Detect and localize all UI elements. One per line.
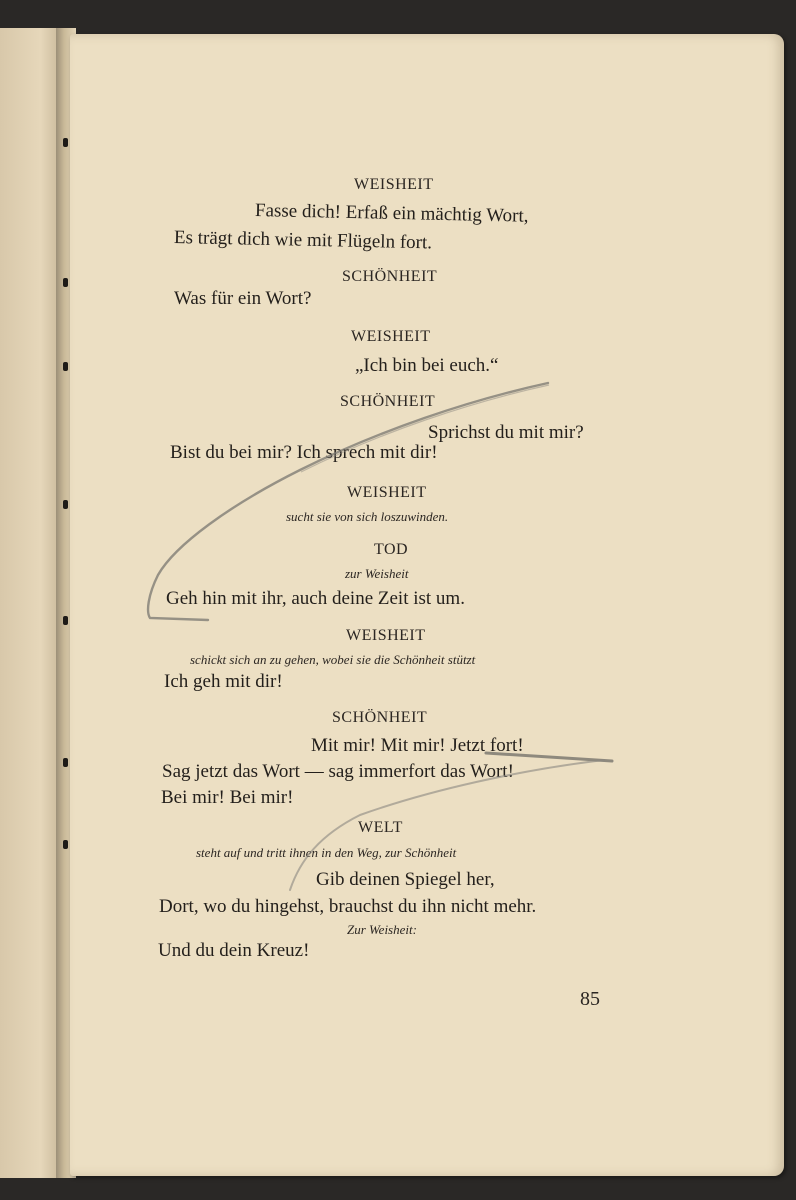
verse-line: Und du dein Kreuz! (158, 940, 310, 961)
speaker-schoenheit: SCHÖNHEIT (332, 709, 428, 726)
verse-line: „Ich bin bei euch.“ (355, 355, 499, 376)
verse-line: Mit mir! Mit mir! Jetzt fort! (311, 735, 524, 756)
binding-stitch (63, 278, 68, 287)
verse-line: Bei mir! Bei mir! (161, 787, 294, 808)
verse-line: Geh hin mit ihr, auch deine Zeit ist um. (166, 588, 465, 609)
verse-line: Es trägt dich wie mit Flügeln fort. (173, 227, 433, 254)
speaker-weisheit: WEISHEIT (351, 328, 431, 345)
stage-direction: sucht sie von sich loszuwinden. (286, 509, 449, 524)
speaker-weisheit: WEISHEIT (346, 627, 426, 644)
verse-line: Dort, wo du hingehst, brauchst du ihn nicht mehr. (159, 896, 537, 917)
verse-line: Gib deinen Spiegel her, (316, 869, 495, 890)
left-page-edge (0, 28, 59, 1178)
binding-stitch (63, 840, 68, 849)
binding-stitch (63, 138, 68, 147)
binding-stitch (63, 616, 68, 625)
stage-direction: steht auf und tritt ihnen in den Weg, zur Schönheit (196, 845, 457, 860)
verse-line: Sprichst du mit mir? (428, 422, 584, 443)
verse-line: Bist du bei mir? Ich sprech mit dir! (170, 442, 438, 463)
speaker-weisheit: WEISHEIT (347, 484, 427, 501)
page-number: 85 (580, 988, 600, 1010)
binding-stitch (63, 758, 68, 767)
verse-line: Fasse dich! Erfaß ein mächtig Wort, (254, 200, 529, 227)
binding-stitch (63, 362, 68, 371)
binding-stitch (63, 500, 68, 509)
stage-direction: zur Weisheit (345, 566, 409, 581)
verse-line: Was für ein Wort? (174, 288, 312, 309)
speaker-schoenheit: SCHÖNHEIT (340, 393, 436, 410)
verse-line: Ich geh mit dir! (164, 671, 283, 692)
speaker-weisheit: WEISHEIT (354, 176, 434, 193)
speaker-tod: TOD (374, 541, 409, 558)
stage-direction: schickt sich an zu gehen, wobei sie die Schönheit stützt (190, 652, 476, 667)
speaker-schoenheit: SCHÖNHEIT (342, 268, 438, 285)
speaker-welt: WELT (358, 819, 403, 836)
verse-line: Sag jetzt das Wort — sag immerfort das Wort! (162, 761, 514, 782)
stage-direction: Zur Weisheit: (347, 922, 417, 937)
